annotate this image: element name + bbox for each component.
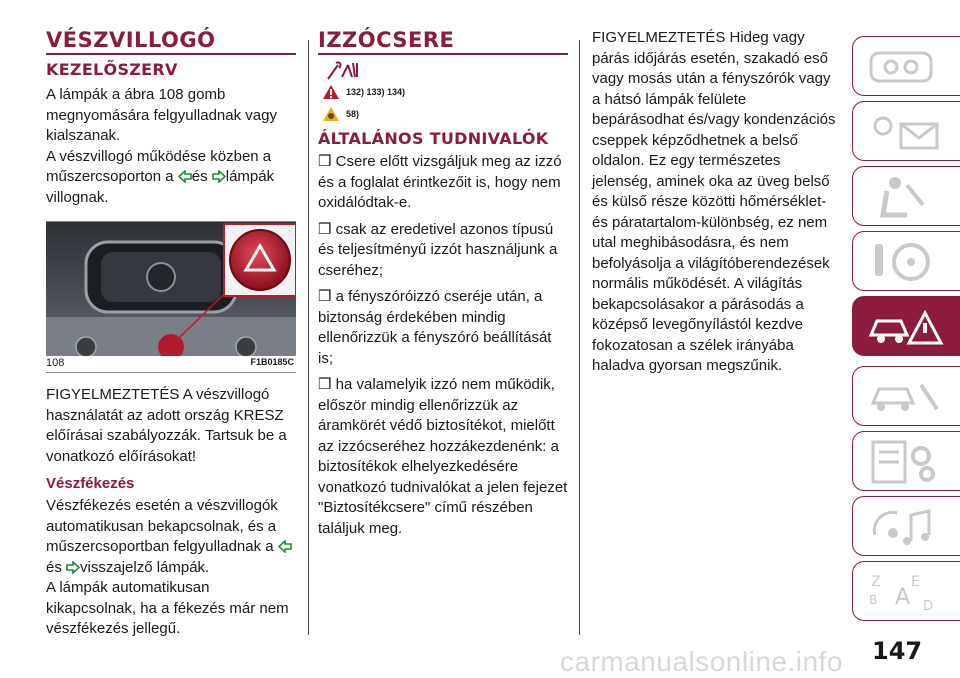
column-divider [308,40,309,635]
svg-text:Z: Z [871,574,881,590]
figure-number: 108 [46,357,65,369]
tab-safety[interactable] [852,166,960,226]
list-item: ❒ a fényszóróizzó cseréje után, a biztonság érdekében mindig ellenőrizzük a fényszóró beállítását is; [318,288,552,367]
list-item: ❒ csak az eredetivel azonos típusú és teljesítményű izzót használjunk a cseréhez; [318,220,558,279]
dashboard-photo [46,222,296,372]
paragraph: A lámpák automatikusan kikapcsolnak, ha a fékezés már nem vészfékezés jellegű. [46,579,289,637]
column-divider [579,40,580,635]
tab-lights[interactable] [852,101,960,161]
warning-paragraph: FIGYELMEZTETÉS A vészvillogó használatát az adott ország KRESZ előírásai szabályozzák. Tartsuk be a vonatkozó előírásokat! [46,386,287,465]
warning-reference: 132) 133) 134) [322,81,568,103]
right-column [592,0,842,377]
section-title: VÉSZVILLOGÓ [46,28,216,52]
title-rule [318,53,568,55]
steering-wheel-icon [867,240,947,284]
svg-text:A: A [895,585,911,610]
paragraph: A vészvillogó működése közben a műszercsoporton a és lámpák villognak. [46,147,275,206]
car-dashboard-icon [867,45,947,89]
section-title: IZZÓCSERE [318,28,455,52]
checkbox-bullet-icon: ❒ [318,153,336,170]
braking-heading: Vészfékezés [46,475,135,492]
section-subtitle: KEZELŐSZERV [46,60,178,79]
tab-emergency[interactable] [852,296,960,356]
svg-text:E: E [911,574,920,590]
title-rule [46,53,296,55]
figure-code: F1B0185C [250,357,294,367]
turn-left-icon [178,170,192,183]
bullet-list [318,152,568,539]
car-service-icon [867,375,947,419]
specs-gears-icon [867,440,947,484]
tab-driving[interactable] [852,231,960,291]
checkbox-bullet-icon: ❒ [318,220,336,238]
multimedia-icon [867,505,947,549]
lights-message-icon [867,110,947,154]
paragraph: Vészfékezés esetén a vészvillogók automatikusan bekapcsolnak, és a műszercsoportban felgyulladnak a és visszajelző lámpák. [46,496,296,578]
turn-right-icon [212,170,226,183]
seat-airbag-icon [867,175,947,219]
svg-text:D: D [923,599,934,614]
warning-triangle-icon [322,84,340,100]
tab-service[interactable] [852,366,960,426]
list-item: ❒ ha valamelyik izzó nem működik, először mindig ellenőrizzük az áramkörét védő biztosítékot, mielőtt az izzócseréhez hozzákezdenénk: a biztosítékok elhelyezkedésére vonatkozó tudnivalókat a jelen fejezet "Biztosítékcsere" című részében találjuk meg. [318,376,568,537]
middle-column [318,0,568,545]
checkbox-bullet-icon: ❒ [318,376,336,393]
tab-index[interactable] [852,561,960,621]
tab-multimedia[interactable] [852,496,960,556]
turn-left-icon [278,540,292,553]
emergency-triangle-icon [867,305,947,349]
figure-caption-bar [46,356,296,372]
checkbox-bullet-icon: ❒ [318,288,336,305]
warning-paragraph: FIGYELMEZTETÉS Hideg vagy párás időjárás esetén, szakadó eső vagy mosás után a fényszórók vagy a hátsó lámpák felülete bepárásodhat és/vagy kondenzációs cseppek képződhetnek a belső oldalon. Ez egy természetes jelenség, aminek oka az üveg belső és külső része közötti hőmérséklet- és páratartalom-különbség, ez nem utal meghibásodásra, és nem befolyásolja a világítóberendezések normális működését. A világítás bekapcsolásakor a párásodás a középső levegőnyílástól kezdve fokozatosan a szélek irányába haladva gyorsan megszűnik. [592,29,836,374]
alphabetical-index-icon [867,570,947,614]
list-item: ❒ Csere előtt vizsgáljuk meg az izzó és a foglalat érintkezőit is, hogy nem oxidálódtak-e. [318,153,562,211]
paragraph: A lámpák a ábra 108 gomb megnyomására felgyulladnak vagy kialszanak. [46,86,277,144]
caution-icon [322,106,340,122]
svg-text:B: B [869,593,878,607]
caution-reference: 58) [322,103,568,125]
tool-icon-row [318,59,568,81]
hazard-switch-figure [46,221,296,373]
turn-right-icon [66,561,80,574]
section-subtitle: ÁLTALÁNOS TUDNIVALÓK [318,129,549,148]
watermark: carmanualsonline.info [560,646,843,677]
page-number: 147 [872,637,923,665]
tools-icon [322,59,362,81]
tab-technical-data[interactable] [852,431,960,491]
left-column [46,0,296,640]
tab-dashboard[interactable] [852,36,960,96]
